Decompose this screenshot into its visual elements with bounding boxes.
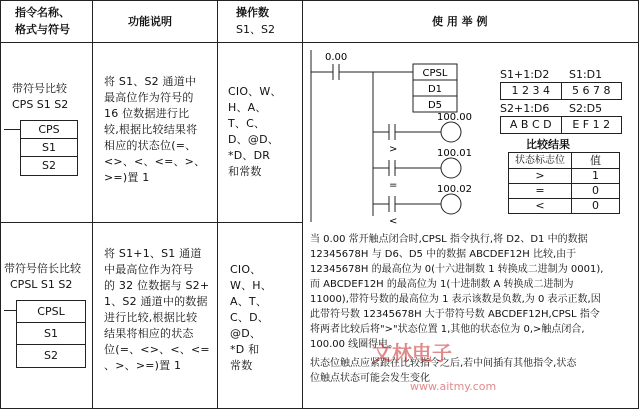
cps-box-op: CPS [21,121,77,139]
result-value: 1 [592,169,599,182]
coil-100-01: 100.01 [437,148,472,159]
s2-high-value: A B C D [501,117,562,133]
cps-left-stub [4,129,20,130]
instr-op: CPSL [422,68,448,79]
result-flag: < [509,199,572,213]
coil-100-02: 100.02 [437,184,472,195]
watermark-url: www.aitmy.com [410,380,497,393]
s2-high-label: S2+1:D6 [500,102,550,115]
s1-high-value: 1 2 3 4 [501,83,562,99]
s1-high-label: S1+1:D2 [500,68,550,81]
header-example: 使 用 举 例 [432,15,488,28]
cps-operands: CIO、W、 H、A、 T、C、 D、@D、 *D、DR 和常数 [228,85,282,178]
ladder-diagram [303,44,493,224]
header-operands-line2: S1、S2 [236,23,275,36]
s2-register [500,116,622,134]
result-flag: = [509,184,572,198]
result-col-flag: 状态标志位 [509,153,572,168]
result-flag: > [509,169,572,183]
cps-name: 带符号比较 [12,82,67,95]
col-divider-1 [92,0,93,408]
result-row [509,184,619,199]
cpsl-name: 带符号倍长比较 [4,262,81,275]
result-title: 比较结果 [526,138,570,151]
result-col-value: 值 [590,154,601,167]
cpsl-syntax: CPSL S1 S2 [10,278,73,291]
cpsl-box-op: CPSL [17,301,85,323]
s2-low-value: E F 1 2 [572,118,611,131]
contact-label: 0.00 [325,52,348,63]
result-value: 0 [592,184,599,197]
cpsl-left-stub [4,310,16,311]
s1-low-label: S1:D1 [569,68,603,81]
cpsl-operands: CIO、 W、H、 A、T、 C、D、 @D、 *D 和 常数 [230,263,272,372]
header-name-line2: 格式与符号 [15,23,70,36]
cmp-eq: = [389,180,398,191]
header-divider [0,42,638,43]
cmp-gt: > [389,144,398,155]
header-operands-line1: 操作数 [236,6,269,19]
row-divider [0,222,302,223]
cpsl-box-s2: S2 [44,349,58,362]
result-row [509,199,619,213]
cpsl-function: 将 S1+1、S1 通道 中最高位作为符号 的 32 位数据与 S2+ 1、S2 通道中的数据 进行比较,根据比较 结果将相应的状态 位(=、<>、<、<= 、>、>=)置 1 [104,247,210,372]
cps-box-s1: S1 [21,139,77,157]
result-value: 0 [592,199,599,212]
s1-register [500,82,622,100]
explanation-paragraph-2: 状态位触点应紧跟在比较指令之后,若中间插有其他指令,状态 位触点状态可能会发生变化 [310,358,577,384]
s2-low-label: S2:D5 [569,102,603,115]
col-divider-2 [217,0,218,408]
result-header-row [509,153,619,169]
watermark-brand: 文林电子 [372,341,452,365]
s1-low-value: 5 6 7 8 [572,84,611,97]
result-row [509,169,619,184]
cps-symbol-box [20,120,78,176]
instr-s1: D1 [427,84,443,95]
cpsl-box-s1: S1 [17,323,85,345]
header-name-line1: 指令名称、 [15,6,70,19]
cps-syntax: CPS S1 S2 [12,98,69,111]
coil-100-00: 100.00 [437,112,472,123]
cps-box-s2: S2 [42,159,56,172]
cpsl-symbol-box [16,300,86,368]
cps-function: 将 S1、S2 通道中 最高位作为符号的 16 位数据进行比 较,根据比较结果将 相应的状态位(=、 <>、<、<=、>、 >=)置 1 [104,75,206,184]
explanation-paragraph-1: 当 0.00 常开触点闭合时,CPSL 指令执行,将 D2、D1 中的数据 12345678H 与 D6、D5 中的数据 ABCDEF12H 比较,由于 12345678H 的最高位为 0(十六进制数 1 转换成二进制为 0001), 而 ABCDEF12H 的最高位为 1(十进制数 A 转换成二进制为 11000),带符号数的最高位为 1 表示该数是负数,为 0 表示正数,因 此带符号数 12345678H 大于带符号数 ABCDEF12H,CPSL 指令 将两者比较后将">"状态位置 1,其他的状态位为 0,>触点闭合, 100.00 线圈得电。 [310,234,604,350]
result-table [508,152,620,214]
header-function: 功能说明 [128,15,172,28]
instr-s2: D5 [427,100,443,111]
cmp-lt: < [389,216,398,224]
